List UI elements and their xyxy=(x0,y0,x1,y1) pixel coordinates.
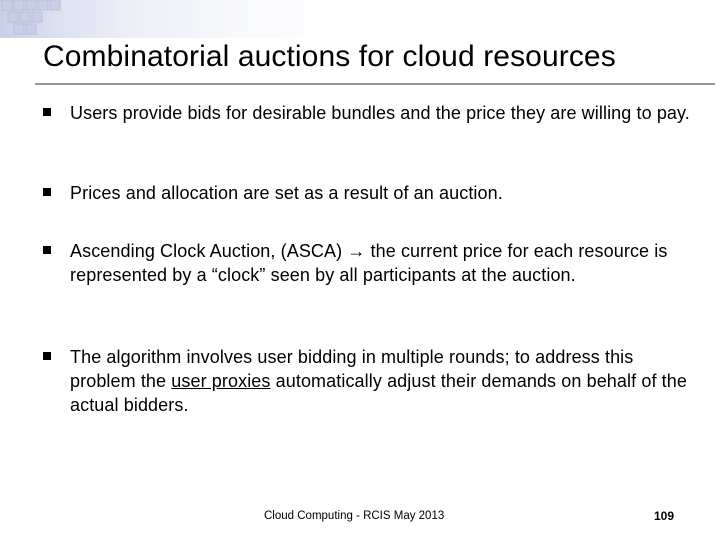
slide-title: Combinatorial auctions for cloud resources xyxy=(43,40,616,73)
square-bullet-icon xyxy=(43,246,51,254)
bullet-text-segment: The algorithm involves user bidding in multiple rounds; to address this problem the xyxy=(70,347,634,391)
bullet-text-segment: the current price for each resource is represented by a “clock” seen by all participants at the auction. xyxy=(70,241,668,285)
bullet-text-segment: automatically adjust their demands on behalf of the actual bidders. xyxy=(70,371,687,415)
square-bullet-icon xyxy=(43,188,51,196)
bullet-text xyxy=(70,345,690,417)
bullet-item xyxy=(43,239,693,287)
square-bullet-icon xyxy=(43,352,51,360)
bullet-text-segment: Ascending Clock Auction, (ASCA) xyxy=(70,241,348,261)
bullet-text xyxy=(70,239,690,287)
underlined-term: user proxies xyxy=(171,371,271,391)
footer-text: Cloud Computing - RCIS May 2013 xyxy=(264,510,445,522)
bullet-item xyxy=(43,181,693,205)
page-number: 109 xyxy=(654,509,675,523)
square-bullet-icon xyxy=(43,108,51,116)
bullet-item xyxy=(43,345,693,417)
bullet-text: Prices and allocation are set as a result of an auction. xyxy=(70,183,503,203)
right-arrow-icon: → xyxy=(347,241,366,261)
bullet-text: Users provide bids for desirable bundles and the price they are willing to pay. xyxy=(70,103,690,123)
bullet-item xyxy=(43,101,693,125)
